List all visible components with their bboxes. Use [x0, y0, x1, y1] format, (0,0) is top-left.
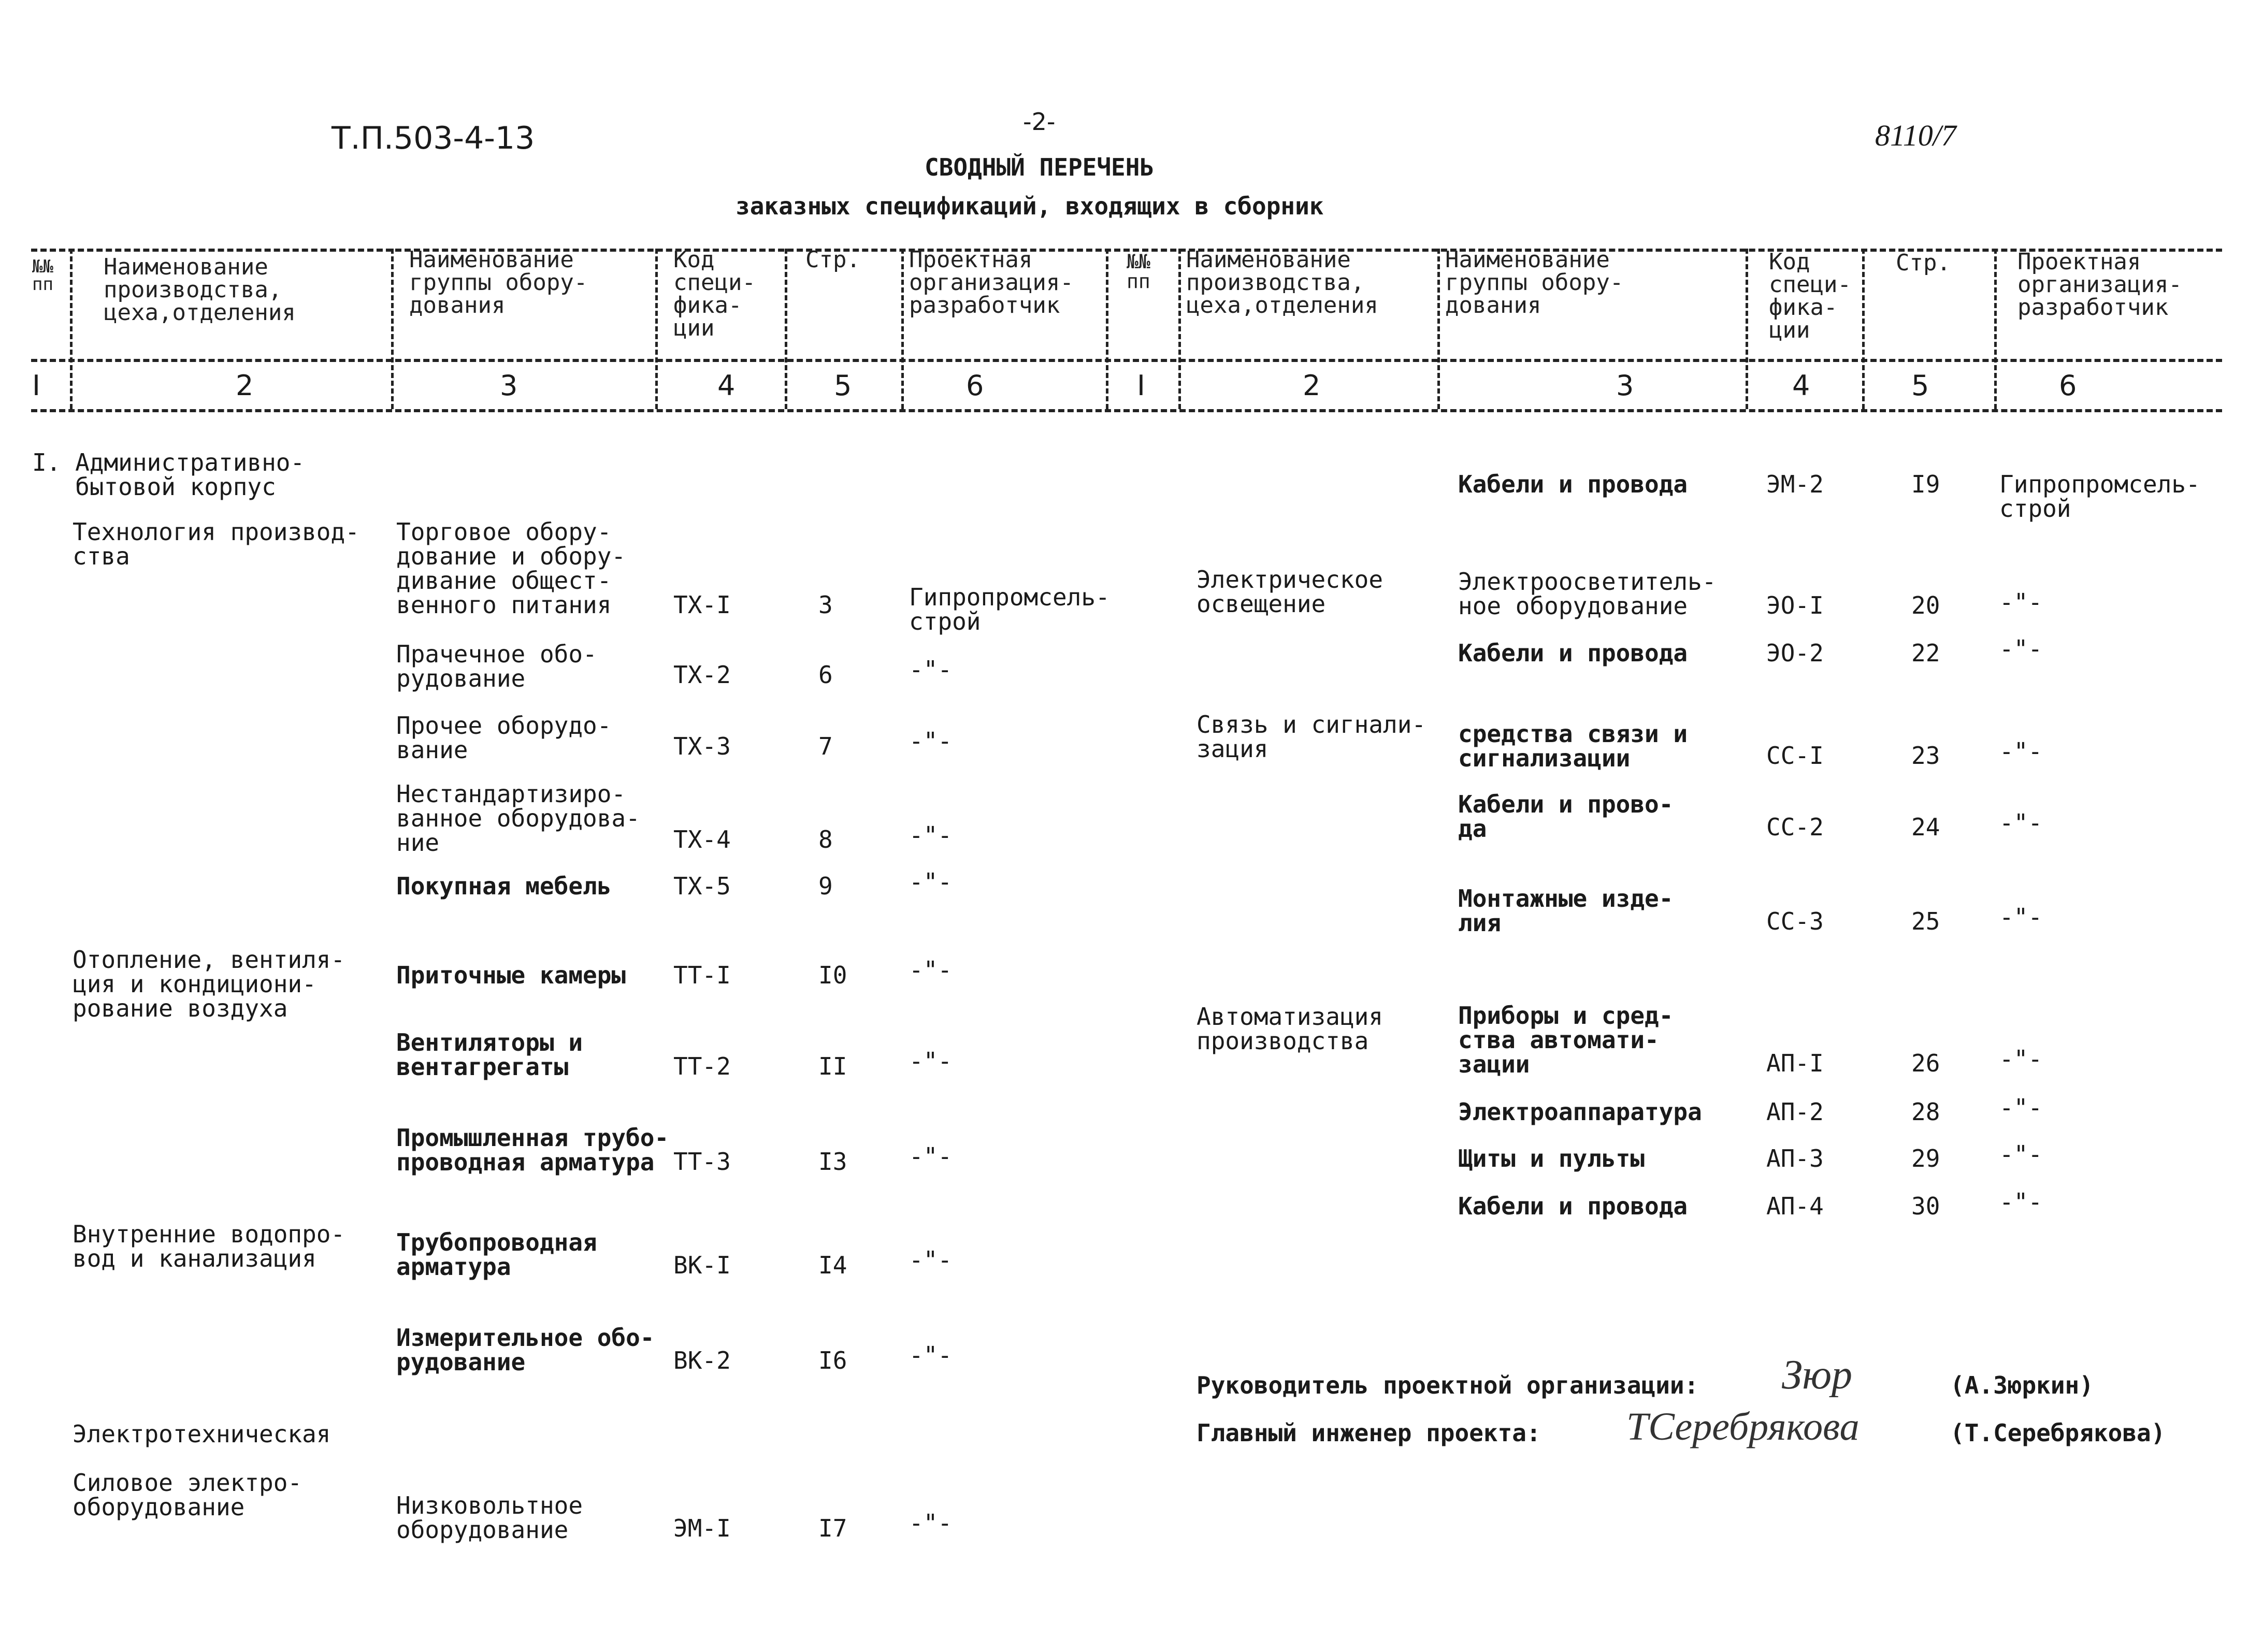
page-ref: 30 [1911, 1192, 1940, 1220]
head-label: Руководитель проектной организации: [1197, 1371, 1699, 1399]
group-name: Электроосветитель- ное оборудование [1458, 568, 1717, 620]
header-org: Проектная организация- разработчик [909, 247, 1074, 318]
column-divider [1862, 249, 1865, 409]
group-name: Прочее оборудо- вание [396, 712, 612, 764]
organization: -"- [909, 727, 953, 755]
column-divider [901, 249, 904, 409]
page-ref: 20 [1911, 591, 1940, 619]
group-name: Вентиляторы и вентагрегаты [396, 1028, 583, 1081]
organization: Гипропромсель- строй [1999, 470, 2200, 523]
group-name: Монтажные изде- лия [1458, 885, 1674, 937]
spec-code: ЭО-2 [1766, 639, 1824, 667]
header-group: Наименование группы обору- дования [409, 247, 588, 318]
column-divider [1106, 249, 1108, 409]
organization: -"- [909, 656, 953, 684]
page-ref: I6 [818, 1346, 847, 1374]
organization: -"- [1999, 903, 2043, 931]
spec-code: ТХ-4 [673, 825, 731, 853]
spec-code: АП-4 [1766, 1192, 1824, 1220]
head-name: (А.Зюркин) [1950, 1371, 2094, 1399]
column-number: 3 [1616, 369, 1634, 402]
spec-code: ВК-I [673, 1251, 731, 1279]
spec-code: ТТ-I [673, 961, 731, 989]
header-page: Стр. [805, 247, 860, 273]
organization: -"- [909, 821, 953, 849]
document-subtitle: заказных спецификаций, входящих в сборник [736, 192, 1324, 220]
subsection-automation: Автоматизация производства [1197, 1003, 1383, 1055]
organization: -"- [1999, 1045, 2043, 1073]
page-ref: 28 [1911, 1098, 1940, 1126]
page-ref: 3 [818, 591, 833, 619]
column-divider [655, 249, 658, 409]
chief-signature: ТСеребрякова [1626, 1405, 1860, 1448]
spec-code: ЭМ-2 [1766, 470, 1824, 498]
header-page-right: Стр. [1896, 250, 1951, 276]
organization: -"- [909, 1047, 953, 1075]
group-name: Щиты и пульты [1458, 1144, 1645, 1172]
group-name: Торговое обору- дование и обору- дивание общест- венного питания [396, 518, 626, 619]
subsection-power: Силовое электро- оборудование [73, 1469, 302, 1521]
page-ref: I9 [1911, 470, 1940, 498]
group-name: средства связи и сигнализации [1458, 720, 1688, 772]
head-signature: Зюр [1782, 1352, 1853, 1398]
column-divider [1178, 249, 1181, 409]
group-name: Низковольтное оборудование [396, 1491, 583, 1544]
page-number: -2- [1023, 108, 1056, 136]
organization: -"- [1999, 588, 2043, 616]
spec-code: СС-I [1766, 742, 1824, 770]
organization: -"- [909, 868, 953, 896]
column-number: 5 [834, 369, 852, 402]
column-number: 6 [2059, 369, 2077, 402]
page-ref: 24 [1911, 813, 1940, 841]
group-name: Электроаппаратура [1458, 1098, 1702, 1126]
subsection-hvac: Отопление, вентиля- ция и кондициони- рование воздуха [73, 946, 345, 1022]
subsection-comms: Связь и сигнали- зация [1197, 711, 1426, 763]
page-ref: 7 [818, 732, 833, 760]
page-ref: I7 [818, 1514, 847, 1542]
organization: -"- [909, 1246, 953, 1274]
spec-code: ТТ-3 [673, 1148, 731, 1176]
header-group-right: Наименование группы обору- дования [1445, 247, 1624, 318]
group-name: Кабели и прово- да [1458, 790, 1674, 843]
column-number: 5 [1911, 369, 1929, 402]
organization: -"- [909, 1341, 953, 1369]
header-name-right: Наименование производства, цеха,отделения [1186, 247, 1378, 318]
group-name: Промышленная трубо- проводная арматура [396, 1124, 669, 1176]
organization: -"- [909, 956, 953, 984]
organization: -"- [1999, 1094, 2043, 1122]
spec-code: ТТ-2 [673, 1052, 731, 1080]
subsection-electrical: Электротехническая [73, 1420, 331, 1448]
document-title: СВОДНЫЙ ПЕРЕЧЕНЬ [925, 153, 1155, 181]
spec-code: ЭМ-I [673, 1514, 731, 1542]
group-name: Приборы и сред- ства автомати- зации [1458, 1002, 1674, 1078]
header-num-right: №№ пп [1127, 250, 1150, 293]
page-ref: I3 [818, 1148, 847, 1176]
subsection-tech: Технология производ- ства [73, 518, 359, 570]
header-name: Наименование производства, цеха,отделения [104, 254, 296, 326]
column-number: 2 [236, 369, 254, 402]
group-name: Трубопроводная арматура [396, 1228, 597, 1281]
page-ref: 23 [1911, 742, 1940, 770]
organization: -"- [909, 1142, 953, 1170]
column-number: I [1137, 369, 1145, 402]
page-ref: 29 [1911, 1144, 1940, 1172]
column-number: 2 [1303, 369, 1321, 402]
spec-code: ТХ-5 [673, 872, 731, 900]
spec-code: ТХ-3 [673, 732, 731, 760]
organization: -"- [1999, 1188, 2043, 1216]
page-ref: 25 [1911, 907, 1940, 935]
organization: Гипропромсель- строй [909, 583, 1110, 635]
spec-code: ТХ-2 [673, 661, 731, 689]
page-ref: II [818, 1052, 847, 1080]
spec-code: ТХ-I [673, 591, 731, 619]
organization: -"- [909, 1509, 953, 1537]
column-number: 3 [500, 369, 518, 402]
document-code: Т.П.503-4-13 [331, 120, 535, 156]
column-divider [70, 249, 73, 409]
spec-code: ВК-2 [673, 1346, 731, 1374]
page-ref: 8 [818, 825, 833, 853]
chief-label: Главный инженер проекта: [1197, 1419, 1541, 1447]
group-name: Покупная мебель [396, 872, 612, 900]
column-number: 6 [966, 369, 984, 402]
spec-code: АП-I [1766, 1049, 1824, 1077]
column-divider [1746, 249, 1748, 409]
group-name: Измерительное обо- рудование [396, 1324, 655, 1376]
column-number: 4 [717, 369, 736, 402]
header-rule [31, 359, 2222, 362]
header-code-right: Код специ- фика- ции [1769, 249, 1851, 343]
header-code: Код специ- фика- ции [673, 247, 756, 341]
header-num: №№ пп [32, 256, 53, 295]
column-divider [1994, 249, 1997, 409]
page-ref: 9 [818, 872, 833, 900]
organization: -"- [1999, 737, 2043, 765]
column-divider [391, 249, 394, 409]
spec-code: СС-3 [1766, 907, 1824, 935]
page-ref: 22 [1911, 639, 1940, 667]
organization: -"- [1999, 635, 2043, 663]
group-name: Нестандартизиро- ванное оборудова- ние [396, 780, 640, 857]
group-name: Приточные камеры [396, 961, 626, 989]
spec-code: АП-2 [1766, 1098, 1824, 1126]
subsection-lighting: Электрическое освещение [1197, 566, 1383, 618]
page-ref: I4 [818, 1251, 847, 1279]
page-ref: I0 [818, 961, 847, 989]
header-org-right: Проектная организация- разработчик [2017, 249, 2182, 321]
spec-code: АП-3 [1766, 1144, 1824, 1172]
column-number: I [32, 369, 40, 402]
page-ref: 6 [818, 661, 833, 689]
column-divider [785, 249, 787, 409]
spec-code: ЭО-I [1766, 591, 1824, 619]
section-title: I. Административно- бытовой корпус [32, 448, 305, 501]
column-numbers-rule [31, 409, 2222, 412]
column-number: 4 [1792, 369, 1810, 402]
column-divider [1437, 249, 1440, 409]
archive-number: 8110/7 [1875, 119, 1956, 152]
subsection-water: Внутренние водопро- вод и канализация [73, 1220, 345, 1272]
organization: -"- [1999, 809, 2043, 837]
spec-code: СС-2 [1766, 813, 1824, 841]
page-ref: 26 [1911, 1049, 1940, 1077]
group-name: Кабели и провода [1458, 1192, 1688, 1220]
group-name: Кабели и провода [1458, 470, 1688, 498]
organization: -"- [1999, 1140, 2043, 1168]
chief-name: (Т.Серебрякова) [1950, 1419, 2166, 1447]
group-name: Прачечное обо- рудование [396, 640, 597, 692]
group-name: Кабели и провода [1458, 639, 1688, 667]
